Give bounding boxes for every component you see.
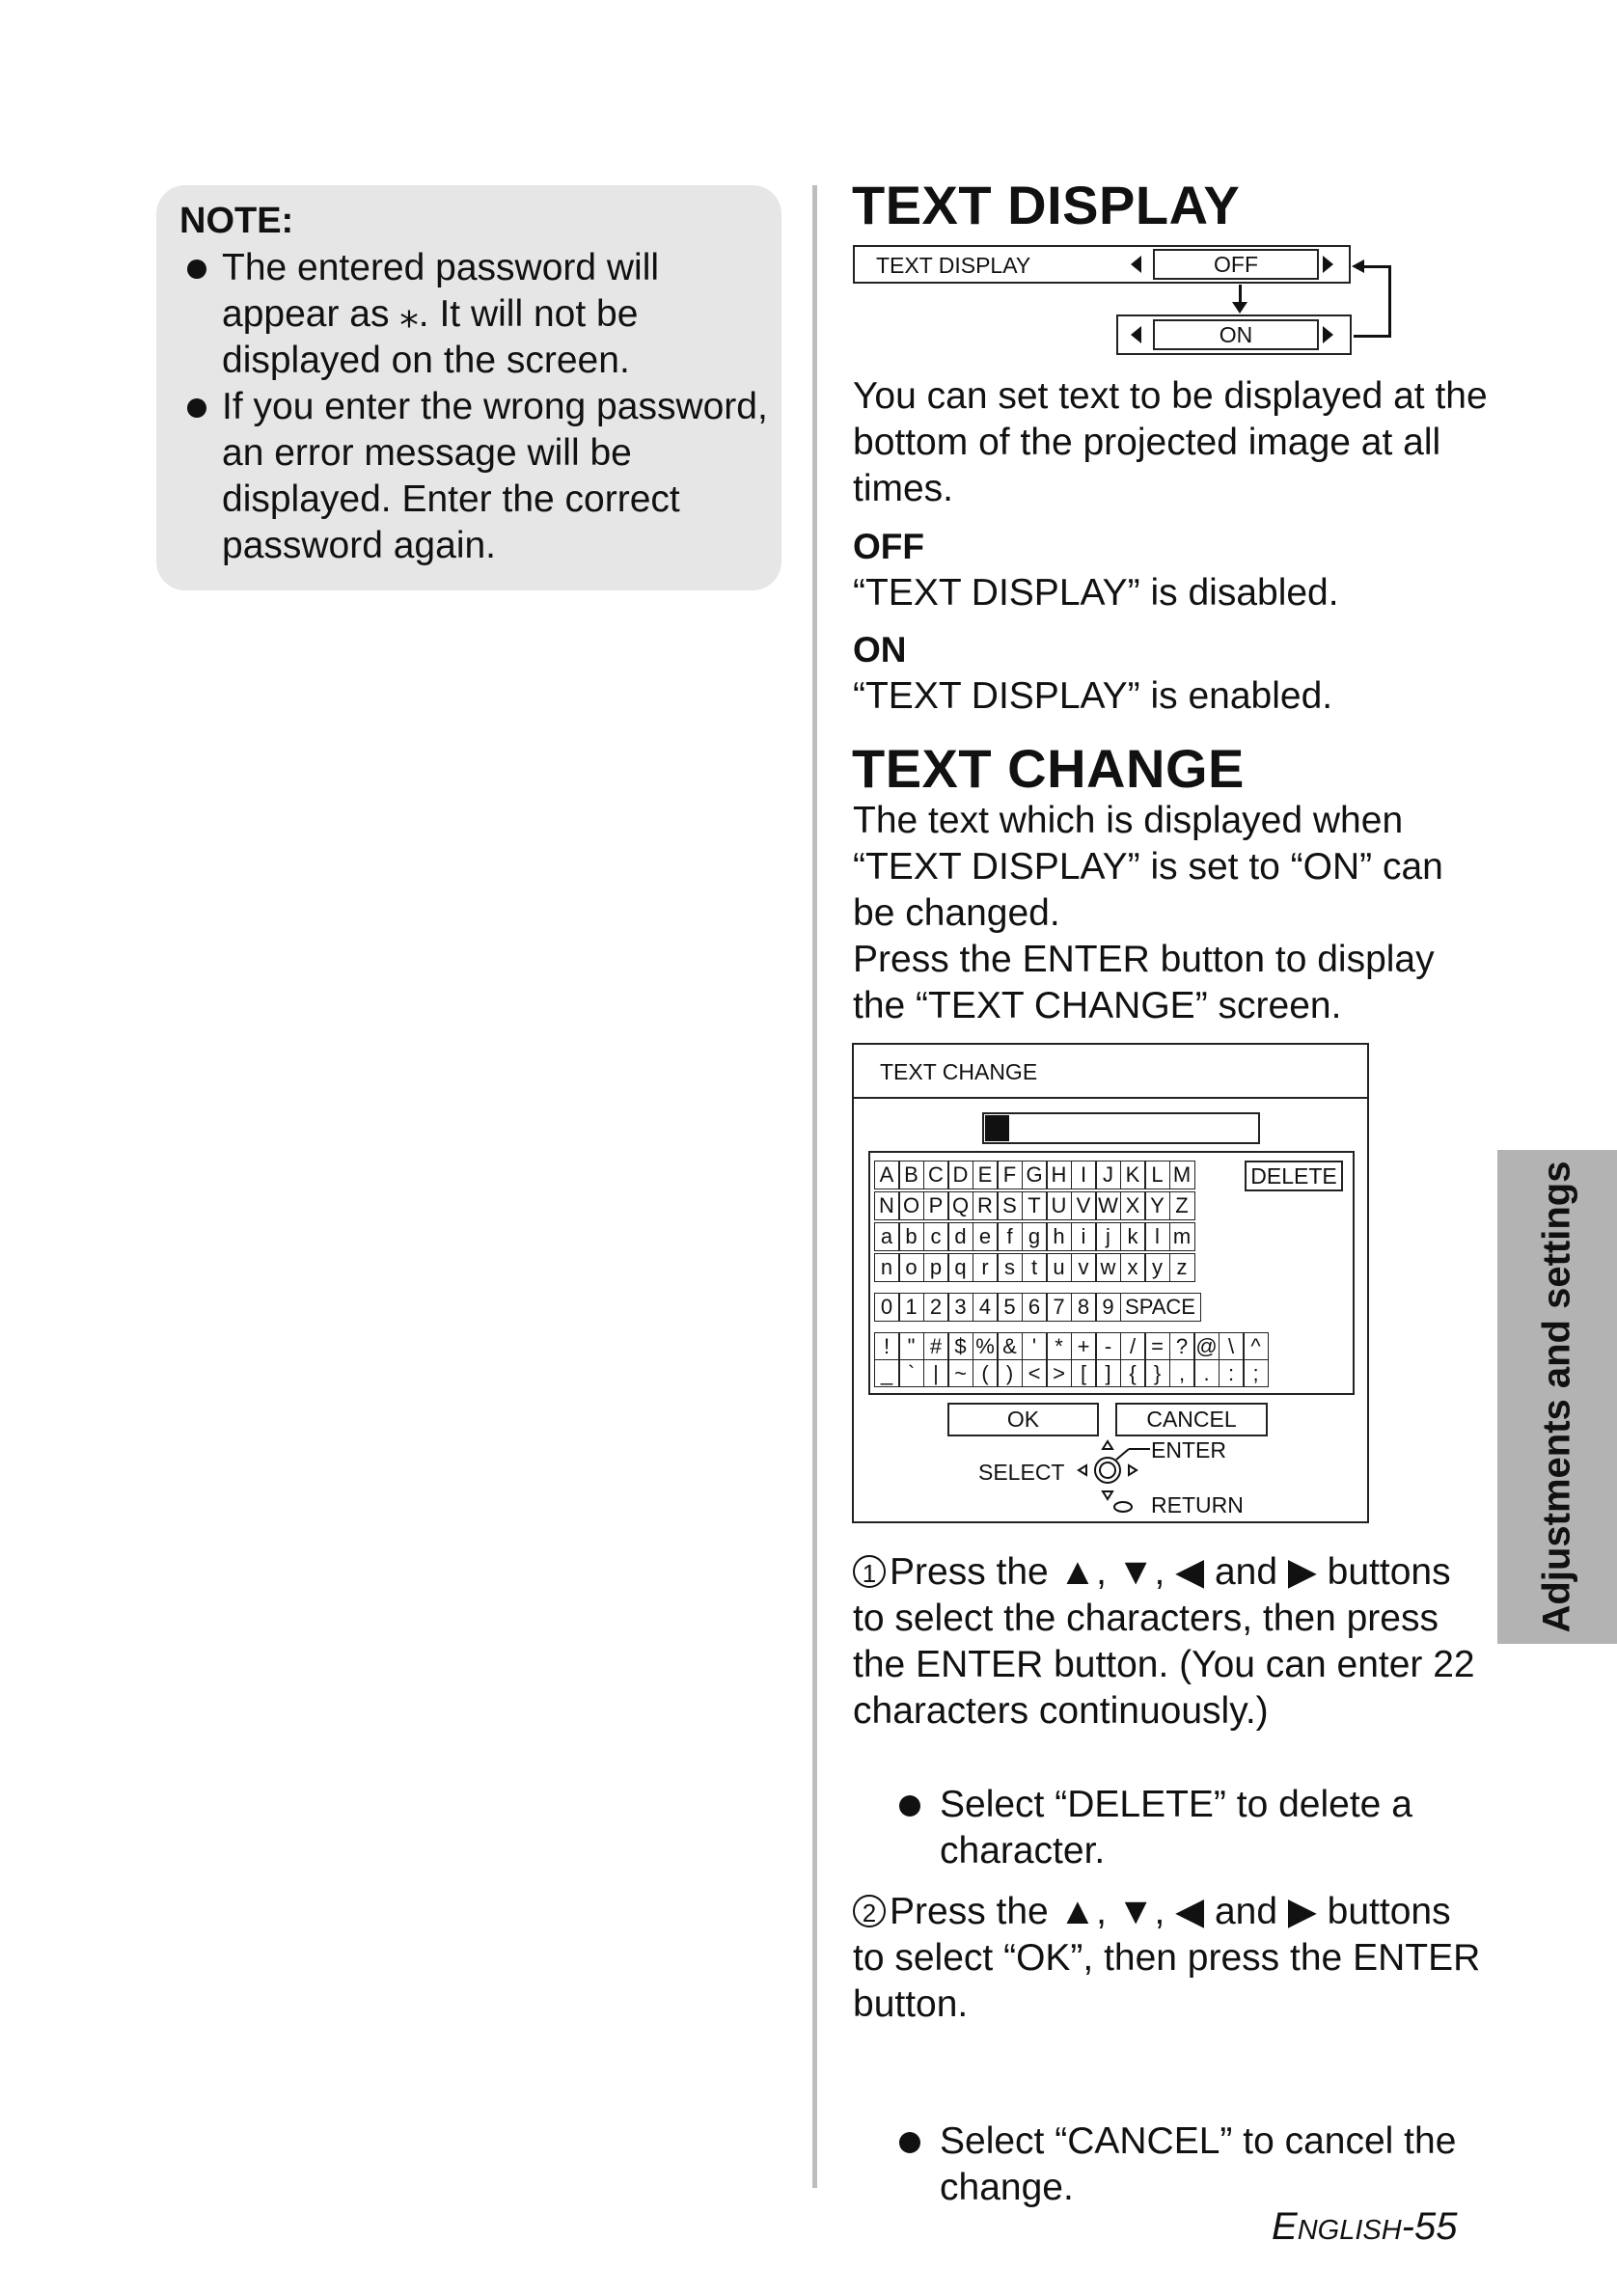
- key[interactable]: r: [973, 1253, 999, 1282]
- down-arrow-icon: [1232, 302, 1247, 314]
- right-arrow-icon: [1323, 326, 1333, 343]
- key[interactable]: !: [874, 1332, 900, 1360]
- key[interactable]: i: [1071, 1222, 1097, 1251]
- return-label: RETURN: [1151, 1492, 1244, 1517]
- key[interactable]: (: [973, 1359, 999, 1387]
- key[interactable]: S: [997, 1191, 1023, 1220]
- key[interactable]: \: [1219, 1332, 1245, 1360]
- key[interactable]: R: [973, 1191, 999, 1220]
- key[interactable]: 6: [1022, 1293, 1048, 1322]
- enter-label: ENTER: [1151, 1437, 1226, 1462]
- remote-control-pad-icon: [1073, 1437, 1154, 1515]
- key[interactable]: /: [1120, 1332, 1146, 1360]
- key[interactable]: 5: [997, 1293, 1023, 1322]
- key[interactable]: F: [997, 1161, 1023, 1189]
- key[interactable]: {: [1120, 1359, 1146, 1387]
- off-text: “TEXT DISPLAY” is disabled.: [853, 572, 1339, 614]
- step-text: Press the ▲, ▼, ◀ and ▶ buttons to select the characters, then press the ENTER button. (You can enter 22 characters continuously.): [853, 1551, 1475, 1732]
- key[interactable]: @: [1193, 1332, 1220, 1360]
- key[interactable]: U: [1046, 1191, 1072, 1220]
- key[interactable]: J: [1095, 1161, 1121, 1189]
- note-item: The entered password will appear as ⁎. It will not be displayed on the screen.: [179, 245, 768, 384]
- key[interactable]: Z: [1169, 1191, 1195, 1220]
- key[interactable]: Q: [947, 1191, 973, 1220]
- key[interactable]: 2: [923, 1293, 949, 1322]
- key[interactable]: ^: [1243, 1332, 1269, 1360]
- key[interactable]: 8: [1071, 1293, 1097, 1322]
- text-change-description: The text which is displayed when “TEXT DISPLAY” is set to “ON” can be changed.: [853, 800, 1443, 934]
- cancel-button[interactable]: CANCEL: [1115, 1403, 1268, 1436]
- key[interactable]: :: [1219, 1359, 1245, 1387]
- key[interactable]: C: [923, 1161, 949, 1189]
- key[interactable]: -: [1095, 1332, 1121, 1360]
- key[interactable]: d: [947, 1222, 973, 1251]
- key[interactable]: b: [898, 1222, 924, 1251]
- key[interactable]: l: [1144, 1222, 1170, 1251]
- key[interactable]: %: [973, 1332, 999, 1360]
- keyboard-row: [875, 1161, 1195, 1189]
- key[interactable]: ): [997, 1359, 1023, 1387]
- text-display-heading: TEXT DISPLAY: [852, 175, 1241, 235]
- step-1-bullet: Select “DELETE” to delete a character.: [853, 1782, 1576, 1874]
- step-2: [853, 1889, 1490, 2028]
- text-input-field[interactable]: [982, 1112, 1260, 1144]
- screen-title-divider: [852, 1097, 1369, 1099]
- note-list: [179, 245, 768, 569]
- keyboard-row: [875, 1222, 1195, 1251]
- key[interactable]: ?: [1169, 1332, 1195, 1360]
- key[interactable]: ]: [1095, 1359, 1121, 1387]
- page-number: -55: [1401, 2205, 1458, 2248]
- value-off-box: OFF: [1153, 249, 1319, 280]
- key[interactable]: 1: [898, 1293, 924, 1322]
- key[interactable]: X: [1120, 1191, 1146, 1220]
- down-arrow-line: [1239, 285, 1242, 304]
- page-footer: [1272, 2205, 1457, 2249]
- off-heading: OFF: [853, 527, 924, 566]
- step-number-1: 1: [853, 1555, 886, 1588]
- key[interactable]: D: [947, 1161, 973, 1189]
- cycle-arrow-icon: [1352, 260, 1364, 273]
- text-display-menu-label: TEXT DISPLAY: [876, 253, 1031, 278]
- key[interactable]: >: [1046, 1359, 1072, 1387]
- bullet-icon: [899, 1795, 920, 1817]
- key[interactable]: A: [874, 1161, 900, 1189]
- key[interactable]: 9: [1095, 1293, 1121, 1322]
- key[interactable]: f: [997, 1222, 1023, 1251]
- key[interactable]: T: [1022, 1191, 1048, 1220]
- key[interactable]: 3: [947, 1293, 973, 1322]
- keyboard-symbol-row: [875, 1332, 1269, 1360]
- key[interactable]: a: [874, 1222, 900, 1251]
- key[interactable]: u: [1046, 1253, 1072, 1282]
- key[interactable]: &: [997, 1332, 1023, 1360]
- value-on-box: ON: [1153, 319, 1319, 350]
- key[interactable]: t: [1022, 1253, 1048, 1282]
- right-arrow-icon: [1323, 256, 1333, 273]
- key[interactable]: z: [1169, 1253, 1195, 1282]
- note-item: If you enter the wrong password, an error message will be displayed. Enter the correct password again.: [179, 384, 768, 569]
- key[interactable]: v: [1071, 1253, 1097, 1282]
- footer-prefix: E: [1272, 2205, 1298, 2248]
- on-heading: ON: [853, 630, 907, 670]
- key[interactable]: n: [874, 1253, 900, 1282]
- key[interactable]: N: [874, 1191, 900, 1220]
- text-change-instruction: Press the ENTER button to display the “TEXT CHANGE” screen.: [853, 939, 1435, 1026]
- key[interactable]: h: [1046, 1222, 1072, 1251]
- left-arrow-icon: [1131, 326, 1141, 343]
- key[interactable]: ,: [1169, 1359, 1195, 1387]
- key[interactable]: 0: [874, 1293, 900, 1322]
- key[interactable]: o: [898, 1253, 924, 1282]
- key[interactable]: $: [947, 1332, 973, 1360]
- key[interactable]: ~: [947, 1359, 973, 1387]
- bullet-icon: [899, 2132, 920, 2153]
- key[interactable]: L: [1144, 1161, 1170, 1189]
- key[interactable]: q: [947, 1253, 973, 1282]
- key[interactable]: B: [898, 1161, 924, 1189]
- key[interactable]: P: [923, 1191, 949, 1220]
- text-display-description: You can set text to be displayed at the bottom of the projected image at all times.: [853, 375, 1488, 509]
- cycle-line: [1388, 265, 1391, 338]
- keyboard-row: [875, 1191, 1195, 1220]
- key[interactable]: ;: [1243, 1359, 1269, 1387]
- key[interactable]: ": [898, 1332, 924, 1360]
- key[interactable]: M: [1169, 1161, 1195, 1189]
- key[interactable]: =: [1144, 1332, 1170, 1360]
- key[interactable]: W: [1095, 1191, 1121, 1220]
- bullet-icon: [187, 398, 206, 418]
- footer-smallcaps: NGLISH: [1297, 2215, 1402, 2246]
- key[interactable]: V: [1071, 1191, 1097, 1220]
- key[interactable]: 4: [973, 1293, 999, 1322]
- key[interactable]: m: [1169, 1222, 1195, 1251]
- key[interactable]: 7: [1046, 1293, 1072, 1322]
- key[interactable]: I: [1071, 1161, 1097, 1189]
- key[interactable]: .: [1193, 1359, 1220, 1387]
- key[interactable]: +: [1071, 1332, 1097, 1360]
- keyboard-symbol-row: [875, 1359, 1269, 1387]
- left-arrow-icon: [1131, 256, 1141, 273]
- key[interactable]: }: [1144, 1359, 1170, 1387]
- key[interactable]: <: [1022, 1359, 1048, 1387]
- key[interactable]: *: [1046, 1332, 1072, 1360]
- text-cursor: [985, 1115, 1009, 1141]
- ok-button[interactable]: OK: [947, 1403, 1099, 1436]
- step-2-bullet: Select “CANCEL” to cancel the change.: [853, 2118, 1576, 2211]
- key[interactable]: g: [1022, 1222, 1048, 1251]
- key[interactable]: E: [973, 1161, 999, 1189]
- key[interactable]: O: [898, 1191, 924, 1220]
- step-text: Press the ▲, ▼, ◀ and ▶ buttons to select “OK”, then press the ENTER button.: [853, 1891, 1481, 2025]
- cycle-line: [1354, 335, 1391, 338]
- key[interactable]: j: [1095, 1222, 1121, 1251]
- key[interactable]: _: [874, 1359, 900, 1387]
- key[interactable]: x: [1120, 1253, 1146, 1282]
- keyboard-digit-row: [875, 1293, 1201, 1322]
- key[interactable]: e: [973, 1222, 999, 1251]
- key[interactable]: K: [1120, 1161, 1146, 1189]
- step-number-2: 2: [853, 1895, 886, 1927]
- screen-title: TEXT CHANGE: [880, 1059, 1038, 1084]
- key[interactable]: w: [1095, 1253, 1121, 1282]
- bullet-icon: [187, 260, 206, 279]
- key[interactable]: k: [1120, 1222, 1146, 1251]
- key[interactable]: `: [898, 1359, 924, 1387]
- key[interactable]: #: [923, 1332, 949, 1360]
- key[interactable]: G: [1022, 1161, 1048, 1189]
- key[interactable]: c: [923, 1222, 949, 1251]
- section-side-tab-label: Adjustments and settings: [1535, 1161, 1578, 1633]
- key[interactable]: p: [923, 1253, 949, 1282]
- delete-button[interactable]: DELETE: [1245, 1161, 1343, 1191]
- space-key[interactable]: SPACE: [1120, 1293, 1201, 1322]
- step-1: [853, 1549, 1490, 1735]
- select-label: SELECT: [978, 1460, 1065, 1485]
- key[interactable]: Y: [1144, 1191, 1170, 1220]
- key[interactable]: ': [1022, 1332, 1048, 1360]
- keyboard-row: [875, 1253, 1195, 1282]
- column-divider: [812, 185, 817, 2188]
- on-text: “TEXT DISPLAY” is enabled.: [853, 675, 1333, 717]
- cycle-line: [1362, 265, 1391, 268]
- key[interactable]: y: [1144, 1253, 1170, 1282]
- key[interactable]: H: [1046, 1161, 1072, 1189]
- key[interactable]: [: [1071, 1359, 1097, 1387]
- text-change-heading: TEXT CHANGE: [852, 738, 1245, 799]
- note-title: NOTE:: [179, 201, 294, 241]
- key[interactable]: s: [997, 1253, 1023, 1282]
- key[interactable]: |: [923, 1359, 949, 1387]
